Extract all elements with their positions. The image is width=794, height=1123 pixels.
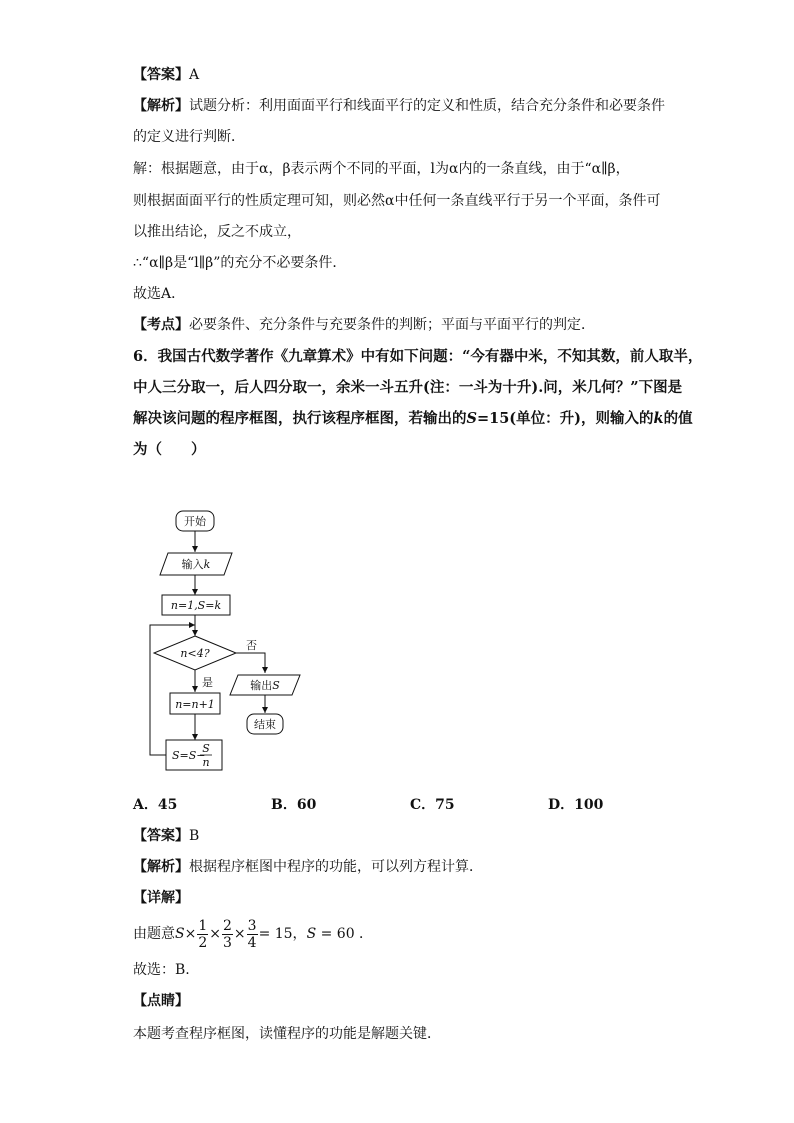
fraction-2-num: 2	[222, 917, 232, 934]
flow-start-text: 开始	[184, 515, 206, 528]
q6-var-k: k	[653, 410, 664, 427]
prev-solution-line-5: 故选A．	[133, 286, 186, 302]
q6-l3-part-c: 的值	[663, 410, 693, 427]
flow-increment-text: n=n+1	[175, 698, 215, 711]
fraction-3-num: 3	[247, 917, 257, 934]
equation-line	[133, 914, 373, 954]
option-a: A．45	[133, 797, 178, 813]
flow-loop-arrow	[150, 625, 195, 755]
question-6-line-1: 6．我国古代数学著作《九章算术》中有如下问题：“今有器中米，不知其数，前人取半，	[133, 348, 703, 365]
flowchart	[140, 505, 315, 775]
question-6-line-2: 中人三分取一，后人四分取一，余米一斗五升(注：一斗为十升).问，米几何？”下图是	[133, 379, 683, 396]
prev-solution-line-4: ∴“α∥β是“l∥β”的充分不必要条件．	[133, 255, 347, 271]
analysis-label: 【解析】	[133, 98, 189, 114]
equation-end: = 60 ．	[316, 926, 374, 942]
times-sign: ×	[209, 926, 221, 942]
prev-kaodian-line	[133, 315, 595, 335]
fraction-2	[222, 918, 233, 951]
fraction-3-den: 4	[247, 934, 257, 951]
flow-update-den: n	[202, 756, 210, 769]
times-sign: ×	[184, 926, 197, 942]
prev-analysis-line	[133, 96, 665, 116]
option-c: C．75	[410, 797, 455, 813]
question-6-line-4: 为（ ）	[133, 441, 206, 458]
fraction-3	[247, 918, 258, 951]
q6-answer-line	[133, 826, 199, 846]
fraction-2-den: 3	[222, 934, 232, 951]
choose-line: 故选：B.	[133, 962, 190, 978]
prev-solution-line-1: 解：根据题意，由于α，β表示两个不同的平面，l为α内的一条直线，由于“α∥β，	[133, 161, 630, 177]
question-6-line-3	[133, 409, 693, 429]
q6-l3-part-a: 解决该问题的程序框图，执行该程序框图，若输出的	[133, 410, 467, 427]
fraction-1-den: 2	[198, 934, 208, 951]
flow-output-label: 输出	[250, 679, 273, 692]
equation-rest: = 15，	[258, 926, 307, 942]
answer-value: B	[189, 828, 200, 844]
detail-label: 【详解】	[133, 890, 189, 906]
equation-var-S2: S	[306, 926, 317, 942]
analysis-text: 根据程序框图中程序的功能，可以列方程计算．	[189, 859, 483, 875]
flow-input-var: k	[203, 558, 211, 571]
flow-condition-text: n<4?	[180, 647, 210, 660]
answer-value: A	[189, 67, 200, 83]
dianjing-label: 【点睛】	[133, 993, 189, 1009]
prev-answer-line	[133, 65, 199, 85]
flow-input-label: 输入	[181, 558, 204, 571]
flow-end-text: 结束	[254, 718, 276, 731]
q6-analysis-line	[133, 857, 483, 877]
flow-output-var: S	[272, 679, 280, 692]
option-b: B．60	[271, 797, 317, 813]
analysis-text: 试题分析：利用面面平行和线面平行的定义和性质，结合充分条件和必要条件	[189, 98, 665, 114]
option-d: D．100	[548, 797, 604, 813]
prev-analysis-line-2: 的定义进行判断．	[133, 129, 245, 145]
flow-init-text: n=1,S=k	[170, 599, 222, 612]
flow-arrow-no	[236, 653, 265, 673]
kaodian-label: 【考点】	[133, 317, 189, 333]
equation-prefix: 由题意	[133, 926, 175, 942]
fraction-1	[197, 918, 208, 951]
answer-label: 【答案】	[133, 67, 189, 83]
equation-var-S: S	[175, 926, 185, 942]
dianjing-text: 本题考查程序框图，读懂程序的功能是解题关键．	[133, 1026, 441, 1042]
analysis-label: 【解析】	[133, 859, 189, 875]
flow-no-label: 否	[246, 639, 257, 652]
kaodian-text: 必要条件、充分条件与充要条件的判断；平面与平面平行的判定．	[189, 317, 595, 333]
times-sign: ×	[233, 926, 246, 942]
fraction-1-num: 1	[198, 917, 208, 934]
prev-solution-line-2: 则根据面面平行的性质定理可知，则必然α中任何一条直线平行于另一个平面，条件可	[133, 193, 661, 209]
q6-l3-part-b: =15(单位：升)，则输入的	[476, 410, 654, 427]
q6-var-S: S	[466, 410, 477, 427]
flow-update-num: S	[202, 742, 210, 755]
prev-solution-line-3: 以推出结论，反之不成立，	[133, 224, 301, 240]
answer-label: 【答案】	[133, 828, 189, 844]
flow-input-text	[182, 557, 211, 571]
flow-yes-label: 是	[202, 676, 213, 689]
flow-update-lhs: S=S−	[172, 749, 206, 762]
flow-output-text	[250, 678, 280, 692]
